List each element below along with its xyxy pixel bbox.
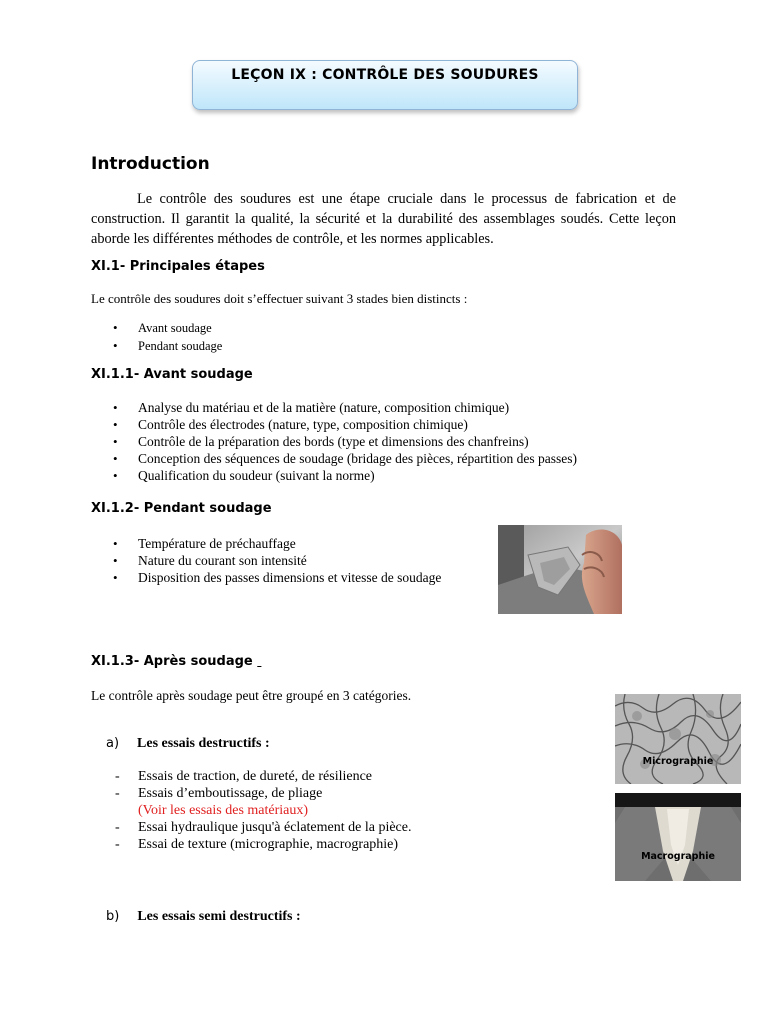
- avant-soudage-list: [113, 399, 577, 484]
- list-item: - Essais d’emboutissage, de pliage: [115, 786, 323, 801]
- macrographie-label: Macrographie: [641, 851, 715, 862]
- materials-note-link: (Voir les essais des matériaux): [138, 803, 309, 818]
- list-item: • Avant soudage: [113, 319, 222, 337]
- destructive-tests-list: [115, 768, 411, 853]
- category-b-label: Les essais semi destructifs :: [137, 909, 301, 924]
- intro-paragraph: [91, 189, 676, 249]
- stades-list: [113, 319, 222, 355]
- category-a: [106, 734, 270, 752]
- list-item-text: Essai de texture (micrographie, macrographie): [138, 837, 399, 852]
- lesson-title: LEÇON IX : CONTRÔLE DES SOUDURES: [231, 67, 539, 83]
- section-heading-pendant-soudage: XI.1.2- Pendant soudage: [91, 501, 272, 516]
- list-item: • Pendant soudage: [113, 337, 222, 355]
- list-item-text: Essais de traction, de dureté, de résilience: [138, 769, 373, 784]
- apres-soudage-title: XI.1.3- Après soudage: [91, 654, 253, 669]
- section-heading-principales-etapes: XI.1- Principales étapes: [91, 259, 265, 274]
- list-item: • Disposition des passes dimensions et vitesse de soudage: [113, 569, 441, 586]
- list-item: - Essai hydraulique jusqu'à éclatement de la pièce.: [115, 820, 412, 835]
- list-item: • Conception des séquences de soudage (bridage des pièces, répartition des passes): [113, 450, 577, 467]
- section-text-stades: Le contrôle des soudures doit s’effectuer suivant 3 stades bien distincts :: [91, 291, 468, 306]
- category-b-marker: b): [106, 909, 120, 924]
- list-item-text: Essais d’emboutissage, de pliage: [138, 786, 323, 801]
- list-item-text: Essai hydraulique jusqu'à éclatement de la pièce.: [138, 820, 412, 835]
- heading-underline: [257, 654, 261, 669]
- macrographie-texture: [615, 793, 741, 881]
- micrographie-image: [615, 694, 741, 784]
- intro-heading: Introduction: [91, 154, 210, 174]
- macrographie-image: [615, 793, 741, 881]
- list-item-note: [115, 802, 411, 819]
- pendant-soudage-list: [113, 535, 441, 586]
- micrographie-label: Micrographie: [642, 756, 714, 767]
- micrographie-texture: [615, 694, 741, 784]
- intro-text: Le contrôle des soudures est une étape cruciale dans le processus de fabrication et de construction. Il garantit la qualité, la sécurité et la durabilité des assemblages soudés. Cette leçon aborde les différentes méthodes de contrôle, et les normes applicables.: [91, 191, 676, 247]
- section-heading-avant-soudage: XI.1.1- Avant soudage: [91, 367, 253, 382]
- lesson-title-box: [192, 60, 578, 110]
- category-b: [106, 907, 301, 925]
- list-item: - Essai de texture (micrographie, macrographie): [115, 837, 399, 852]
- list-item: • Analyse du matériau et de la matière (nature, composition chimique): [113, 399, 577, 416]
- weld-gauge-image: [498, 525, 622, 614]
- weld-gauge-photo: [498, 525, 622, 614]
- list-item: • Nature du courant son intensité: [113, 552, 441, 569]
- list-item: • Contrôle des électrodes (nature, type, composition chimique): [113, 416, 577, 433]
- list-item: • Contrôle de la préparation des bords (type et dimensions des chanfreins): [113, 433, 577, 450]
- list-item: • Qualification du soudeur (suivant la norme): [113, 467, 577, 484]
- section-heading-apres-soudage: [91, 654, 261, 669]
- category-a-marker: a): [106, 736, 120, 751]
- section-text-categories: Le contrôle après soudage peut être groupé en 3 catégories.: [91, 688, 412, 703]
- list-item: - Essais de traction, de dureté, de résilience: [115, 769, 373, 784]
- list-item: • Température de préchauffage: [113, 535, 441, 552]
- category-a-label: Les essais destructifs :: [137, 736, 270, 751]
